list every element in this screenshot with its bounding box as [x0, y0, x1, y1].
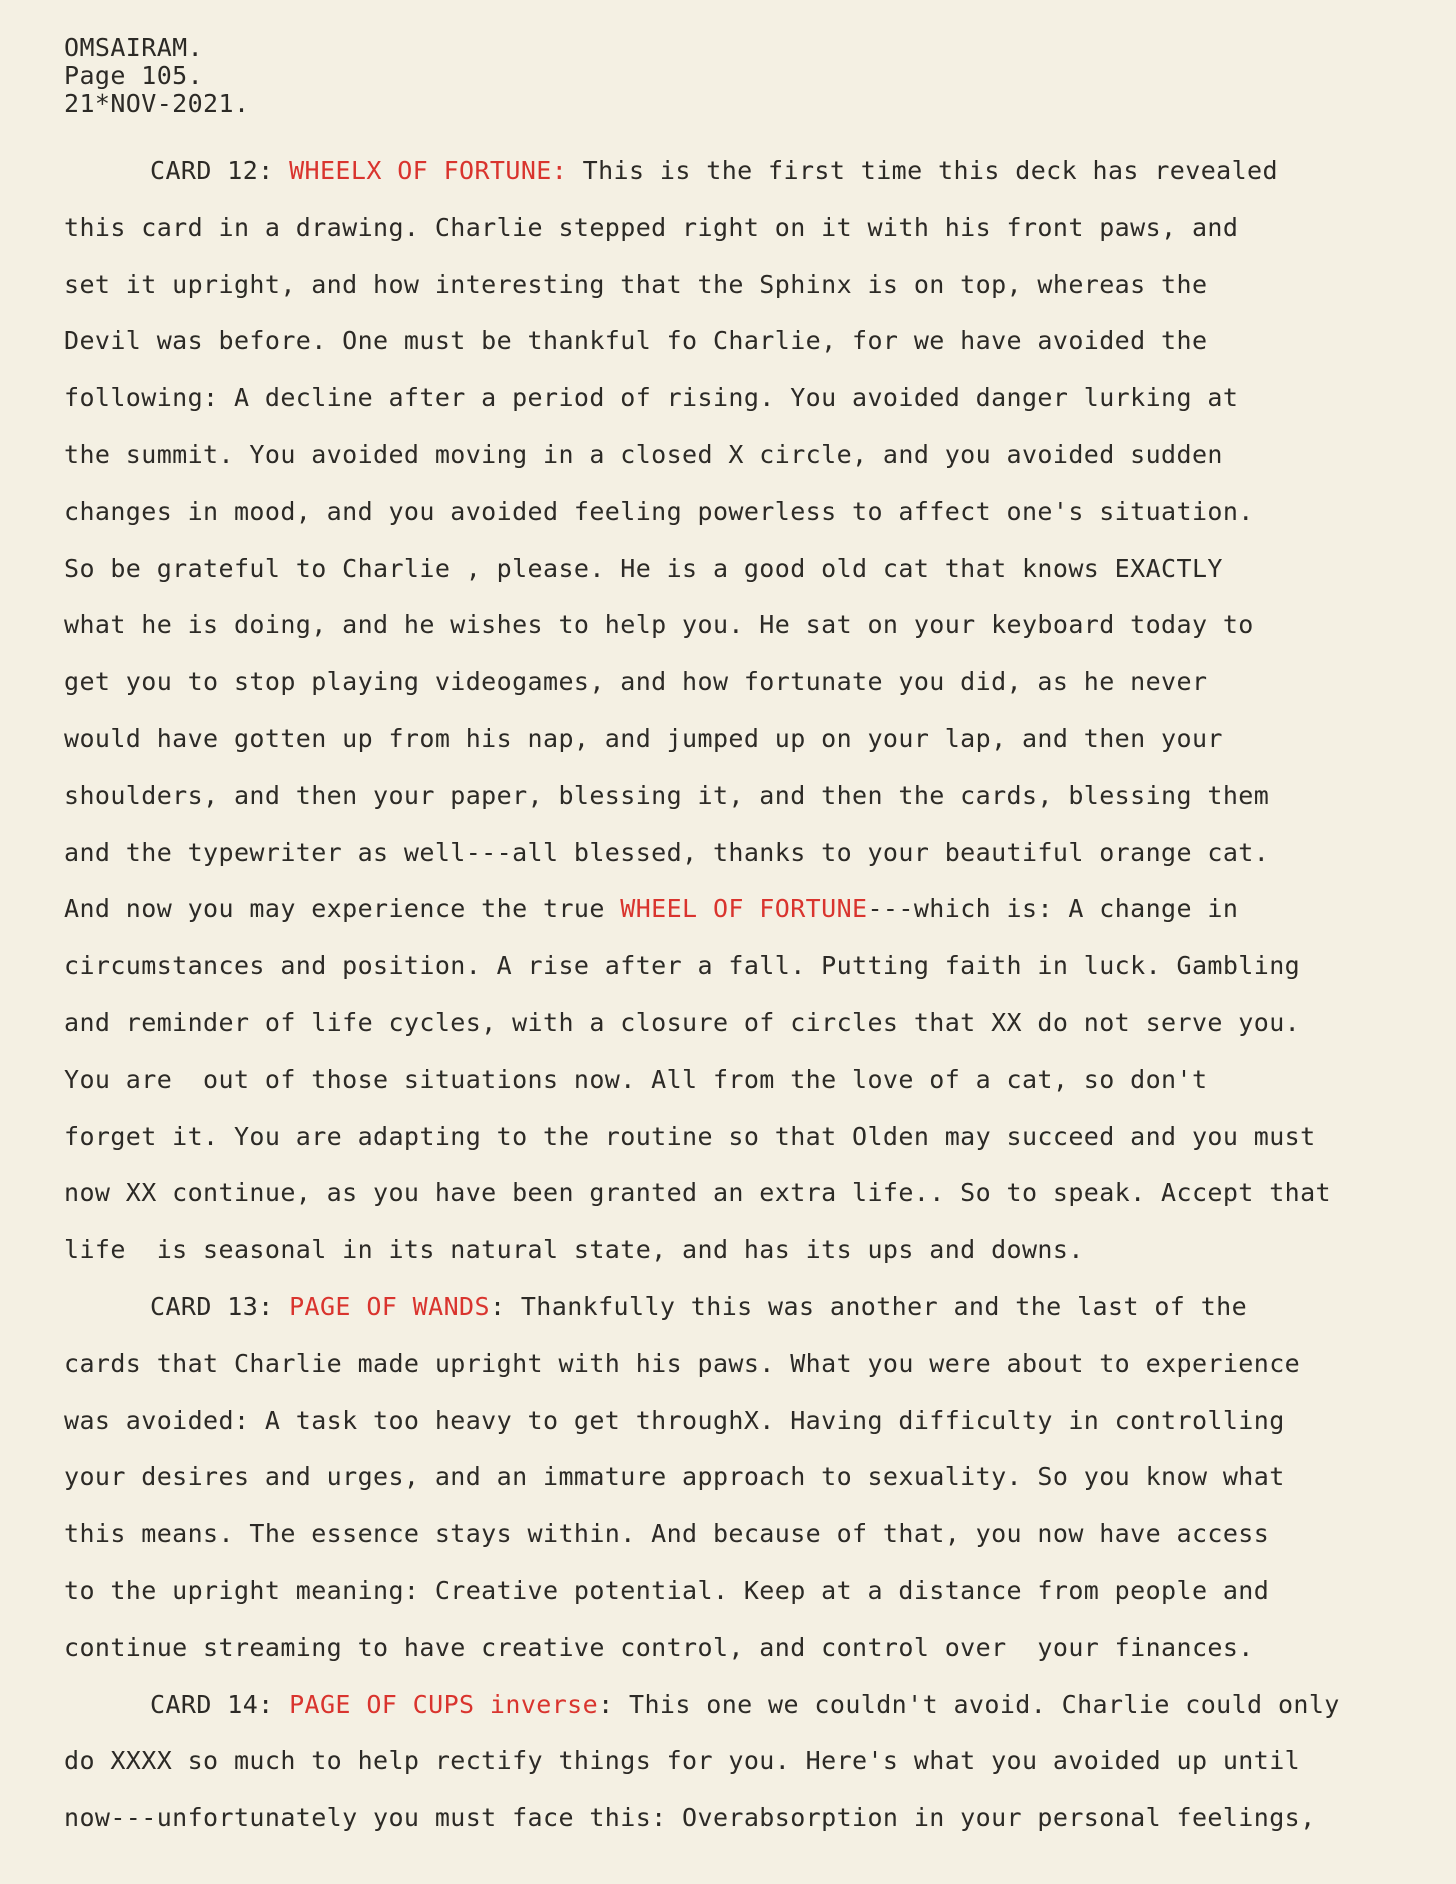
card-12-text-line: following: A decline after a period of rising. You avoided danger lurking at [64, 383, 1239, 413]
card-12-label: CARD 12: [150, 156, 290, 185]
card-12-text-line: get you to stop playing videogames, and how fortunate you did, as he never [64, 667, 1208, 697]
wheel-line-suffix: ---which is: A change in [867, 894, 1239, 924]
card-12-wheel-line [64, 881, 1454, 938]
card-14-label: CARD 14: [150, 1689, 290, 1719]
card-12-first-line-text: This is the first time this deck has revealed [567, 156, 1278, 185]
header-om-sai-ram: OMSAIRAM. [64, 33, 204, 62]
page-header [64, 34, 249, 118]
card-13-text-line: continue streaming to have creative control, and control over your finances. [64, 1632, 1254, 1662]
card-12-text-line: this card in a drawing. Charlie stepped right on it with his front paws, and [64, 212, 1239, 242]
card-13-text-line: to the upright meaning: Creative potential. Keep at a distance from people and [64, 1575, 1270, 1605]
card-12-text-line: forget it. You are adapting to the routine so that Olden may succeed and you must [64, 1121, 1316, 1151]
card-12-text-line: what he is doing, and he wishes to help you. He sat on your keyboard today to [64, 610, 1254, 640]
card-14-first-line-text: : This one we couldn't avoid. Charlie could only [598, 1689, 1340, 1719]
card-13-text-line: your desires and urges, and an immature approach to sexuality. So you know what [64, 1462, 1285, 1492]
wheel-of-fortune-highlight: WHEEL OF FORTUNE [620, 894, 868, 924]
card-14-title: PAGE OF CUPS inverse [289, 1689, 599, 1719]
card-12-text-line: So be grateful to Charlie , please. He is a good old cat that knows EXACTLY [64, 553, 1223, 583]
card-12-title: WHEELX OF FORTUNE [289, 156, 552, 185]
card-12-text-line: would have gotten up from his nap, and jumped up on your lap, and then your [64, 723, 1223, 753]
card-14-text-line: now---unfortunately you must face this: Overabsorption in your personal feelings, [64, 1803, 1316, 1833]
card-13-title: PAGE OF WANDS [289, 1291, 490, 1321]
wheel-line-prefix: And now you may experience the true [64, 894, 621, 924]
card-13-heading-line [64, 1279, 1454, 1336]
card-12-text-line: set it upright, and how interesting that the Sphinx is on top, whereas the [64, 269, 1208, 299]
card-13-text-line: this means. The essence stays within. And because of that, you now have access [64, 1519, 1270, 1549]
card-13-text-line: cards that Charlie made upright with his paws. What you were about to experience [64, 1348, 1301, 1378]
header-date: 21*NOV-2021. [64, 89, 250, 118]
card-12-heading-line [64, 143, 1454, 200]
card-13-first-line-text: : Thankfully this was another and the last of the [489, 1291, 1248, 1321]
card-13-text-line: was avoided: A task too heavy to get throughX. Having difficulty in controlling [64, 1405, 1285, 1435]
card-14-heading-line [64, 1677, 1454, 1734]
card-13-label: CARD 13: [150, 1291, 290, 1321]
card-12-text-line: now XX continue, as you have been granted an extra life.. So to speak. Accept that [64, 1178, 1332, 1208]
page-body [64, 143, 1454, 1847]
card-12-text-line: You are out of those situations now. All from the love of a cat, so don't [64, 1064, 1208, 1094]
card-12-text-line: and the typewriter as well---all blessed, thanks to your beautiful orange cat. [64, 837, 1270, 867]
card-12-text-line: changes in mood, and you avoided feeling powerless to affect one's situation. [64, 496, 1254, 526]
card-12-text-line: life is seasonal in its natural state, and has its ups and downs. [64, 1235, 1084, 1265]
card-12-text-line: circumstances and position. A rise after a fall. Putting faith in luck. Gambling [64, 951, 1301, 981]
card-14-text-line: do XXXX so much to help rectify things for you. Here's what you avoided up until [64, 1746, 1301, 1776]
header-page-number: Page 105. [64, 61, 204, 90]
card-12-text-line: Devil was before. One must be thankful fo Charlie, for we have avoided the [64, 326, 1208, 356]
card-12-text-line: shoulders, and then your paper, blessing it, and then the cards, blessing them [64, 780, 1270, 810]
card-12-title-colon: : [551, 156, 568, 185]
card-12-text-line: and reminder of life cycles, with a closure of circles that XX do not serve you. [64, 1007, 1301, 1037]
card-12-text-line: the summit. You avoided moving in a closed X circle, and you avoided sudden [64, 439, 1223, 469]
